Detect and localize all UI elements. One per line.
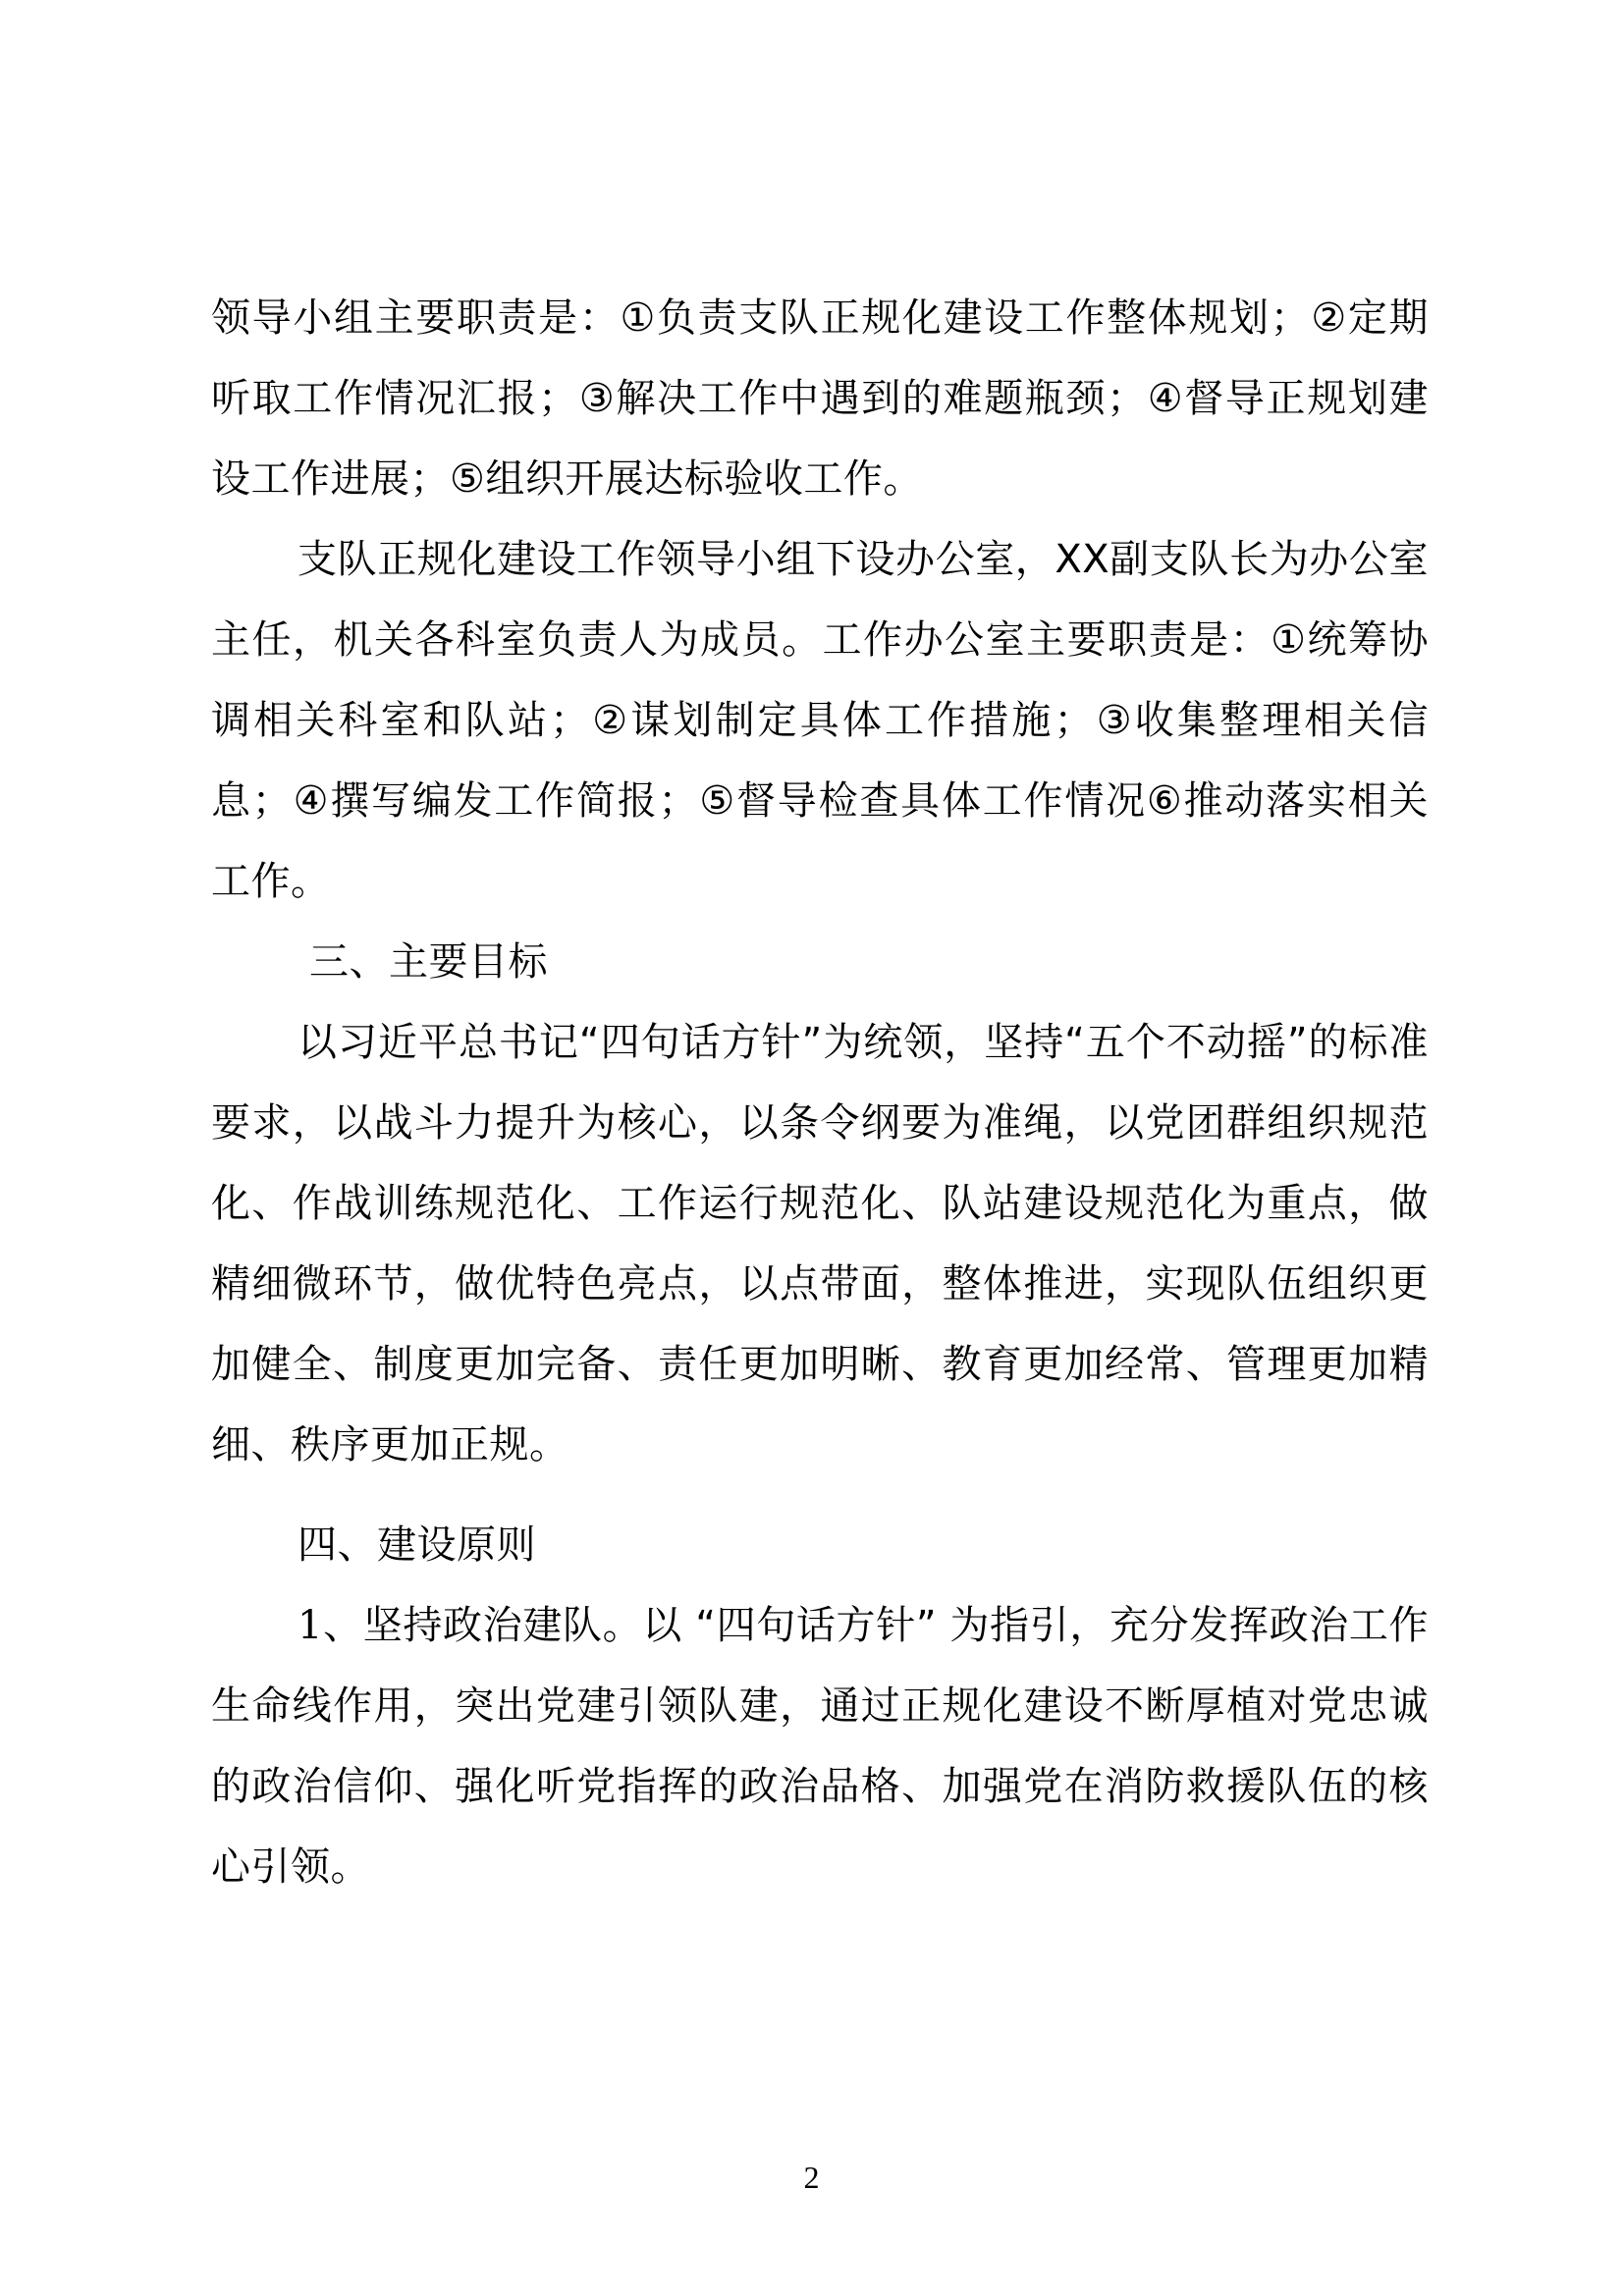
principle-number: 1 xyxy=(298,1603,323,1648)
paragraph-principle-1 xyxy=(211,1585,1429,1907)
paragraph-office-duties: 支队正规化建设工作领导小组下设办公室，XX副支队长为办公室主任，机关各科室负责人为成员。工作办公室主要职责是：①统筹协调相关科室和队站；②谋划制定具体工作措施；③收集整理相关信息；④撰写编发工作简报；⑤督导检查具体工作情况⑥推动落实相关工作。 xyxy=(211,537,1429,904)
principle-text: 、坚持政治建队。以 “四句话方针” 为指引，充分发挥政治工作生命线作用，突出党建引领队建，通过正规化建设不断厚植对党忠诚的政治信仰、强化听党指挥的政治品格、加强党在消防救援队伍的核心引领。 xyxy=(211,1603,1429,1890)
paragraph-main-goals: 以习近平总书记“四句话方针”为统领，坚持“五个不动摇”的标准要求，以战斗力提升为核心，以条令纲要为准绳，以党团群组织规范化、作战训练规范化、工作运行规范化、队站建设规范化为重点，做精细微环节，做优特色亮点，以点带面，整体推进，实现队伍组织更加健全、制度更加完备、责任更加明晰、教育更加经常、管理更加精细、秩序更加正规。 xyxy=(211,1020,1429,1468)
document-body xyxy=(211,278,1429,1907)
paragraph-leadership-duties: 领导小组主要职责是：①负责支队正规化建设工作整体规划；②定期听取工作情况汇报；③解决工作中遇到的难题瓶颈；④督导正规划建设工作进展；⑤组织开展达标验收工作。 xyxy=(211,295,1429,502)
page-number: 2 xyxy=(803,2160,820,2195)
section-heading-principles: 四、建设原则 xyxy=(298,1522,536,1568)
section-heading-main-goals: 三、主要目标 xyxy=(309,939,548,985)
